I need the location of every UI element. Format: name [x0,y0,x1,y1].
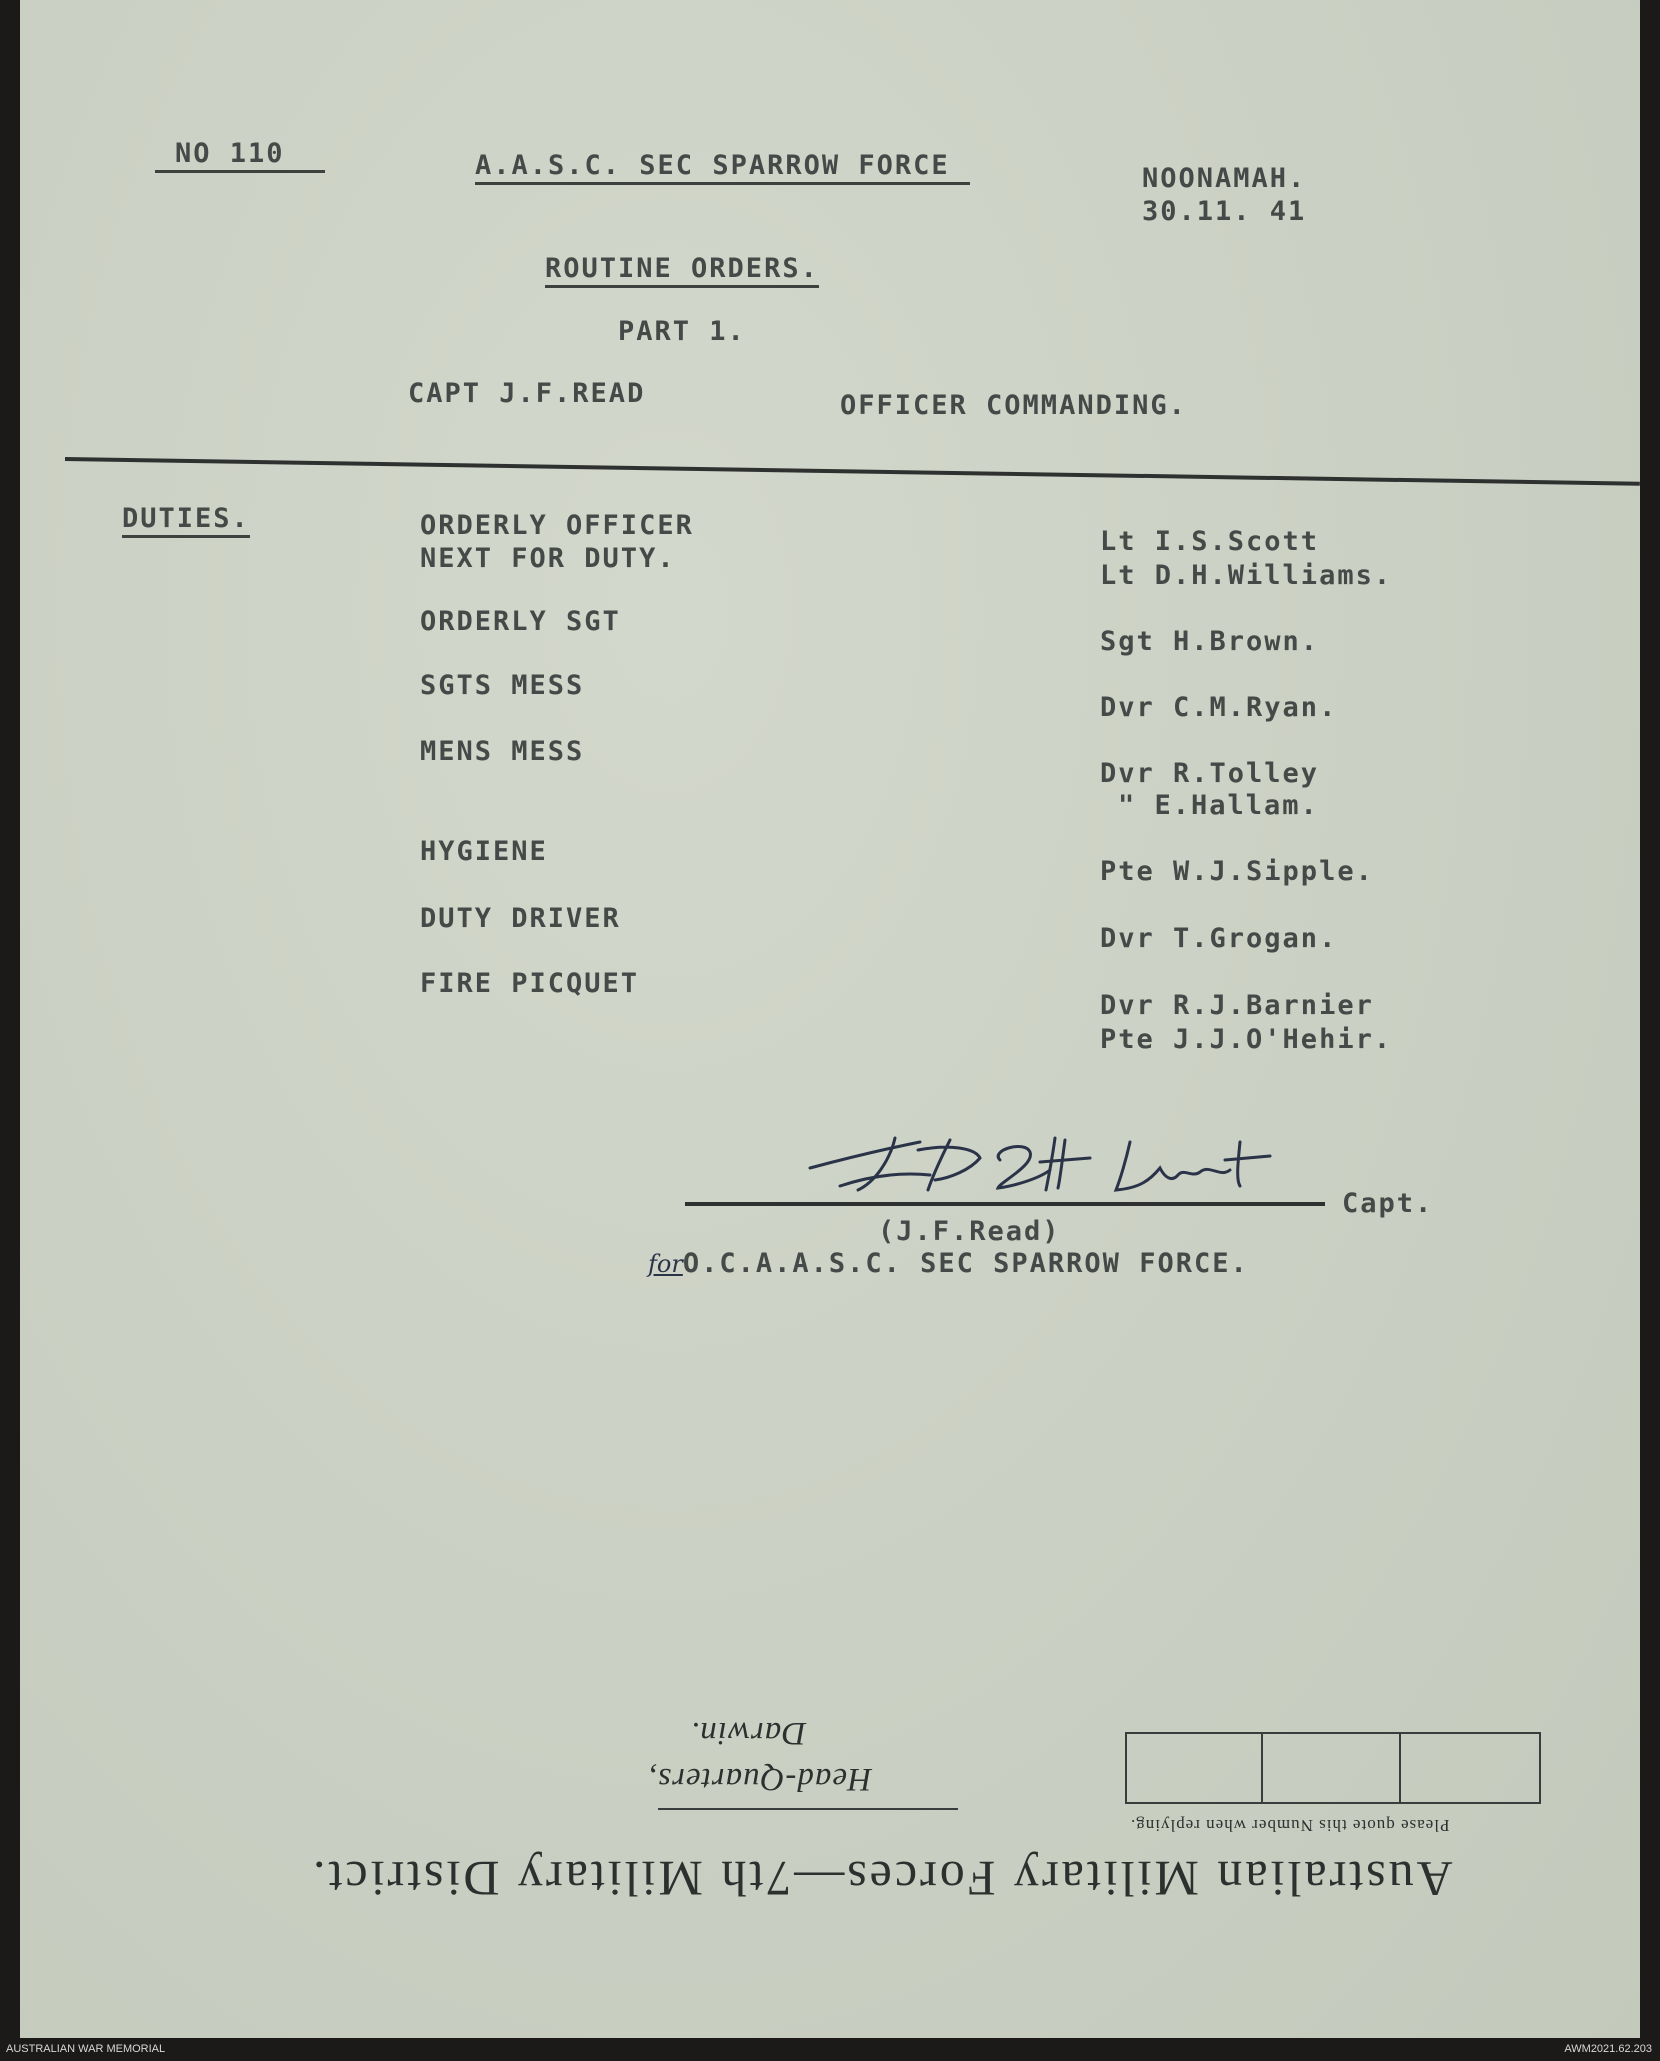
archive-name: AUSTRALIAN WAR MEMORIAL [6,2043,166,2055]
duty-role: FIRE PICQUET [420,968,640,999]
duty-role: MENS MESS [420,736,585,767]
quote-note: Please quote this Number when replying. [1130,1816,1450,1835]
date: 30.11. 41 [1142,196,1307,227]
duty-role: NEXT FOR DUTY. [420,543,676,574]
section-divider [65,457,1640,486]
duty-assignee: " E.Hallam. [1118,790,1319,821]
duty-assignee: Pte W.J.Sipple. [1100,856,1374,887]
signatory-rank: Capt. [1342,1188,1434,1219]
duties-label: DUTIES. [122,505,250,538]
box-divider [1261,1734,1263,1802]
duty-assignee: Sgt H.Brown. [1100,626,1320,657]
signature-line [685,1202,1325,1206]
part-number: PART 1. [618,316,746,347]
duty-assignee: Dvr R.J.Barnier [1100,990,1374,1021]
signatory-position [648,1250,1249,1277]
document-title: ROUTINE ORDERS. [545,255,819,288]
handwritten-signature [800,1120,1320,1200]
duty-assignee: Dvr C.M.Ryan. [1100,692,1338,723]
archive-reference: AWM2021.62.203 [1564,2043,1652,2055]
duty-role: ORDERLY OFFICER [420,510,694,541]
order-number: NO 110 [155,140,325,173]
letterhead-title: Australian Military Forces—7th Military District. [310,1851,1453,1907]
unit-heading: A.A.S.C. SEC SPARROW FORCE [475,152,970,185]
reference-number-boxes [1125,1732,1541,1804]
document-page [20,0,1640,2038]
duty-role: SGTS MESS [420,670,585,701]
duty-assignee: Dvr T.Grogan. [1100,923,1338,954]
archive-footer [0,2038,1660,2061]
box-divider [1399,1734,1401,1802]
place: NOONAMAH. [1142,163,1307,194]
duty-role: ORDERLY SGT [420,606,621,637]
duty-assignee: Lt I.S.Scott [1100,526,1320,557]
duty-role: DUTY DRIVER [420,903,621,934]
duty-assignee: Lt D.H.Williams. [1100,560,1393,591]
commanding-officer-role: OFFICER COMMANDING. [840,390,1187,421]
for-prefix: for [648,1250,683,1278]
duty-assignee: Dvr R.Tolley [1100,758,1320,789]
commanding-officer-name: CAPT J.F.READ [408,378,646,409]
letterhead-city: Darwin. [690,1715,807,1751]
letterhead-hq: Head-Quarters, [648,1761,872,1797]
signatory-name: (J.F.Read) [878,1216,1061,1247]
duty-assignee: Pte J.J.O'Hehir. [1100,1024,1393,1055]
duty-role: HYGIENE [420,836,548,867]
letterhead-divider [658,1808,958,1810]
position-text: O.C.A.A.S.C. SEC SPARROW FORCE. [682,1248,1249,1279]
